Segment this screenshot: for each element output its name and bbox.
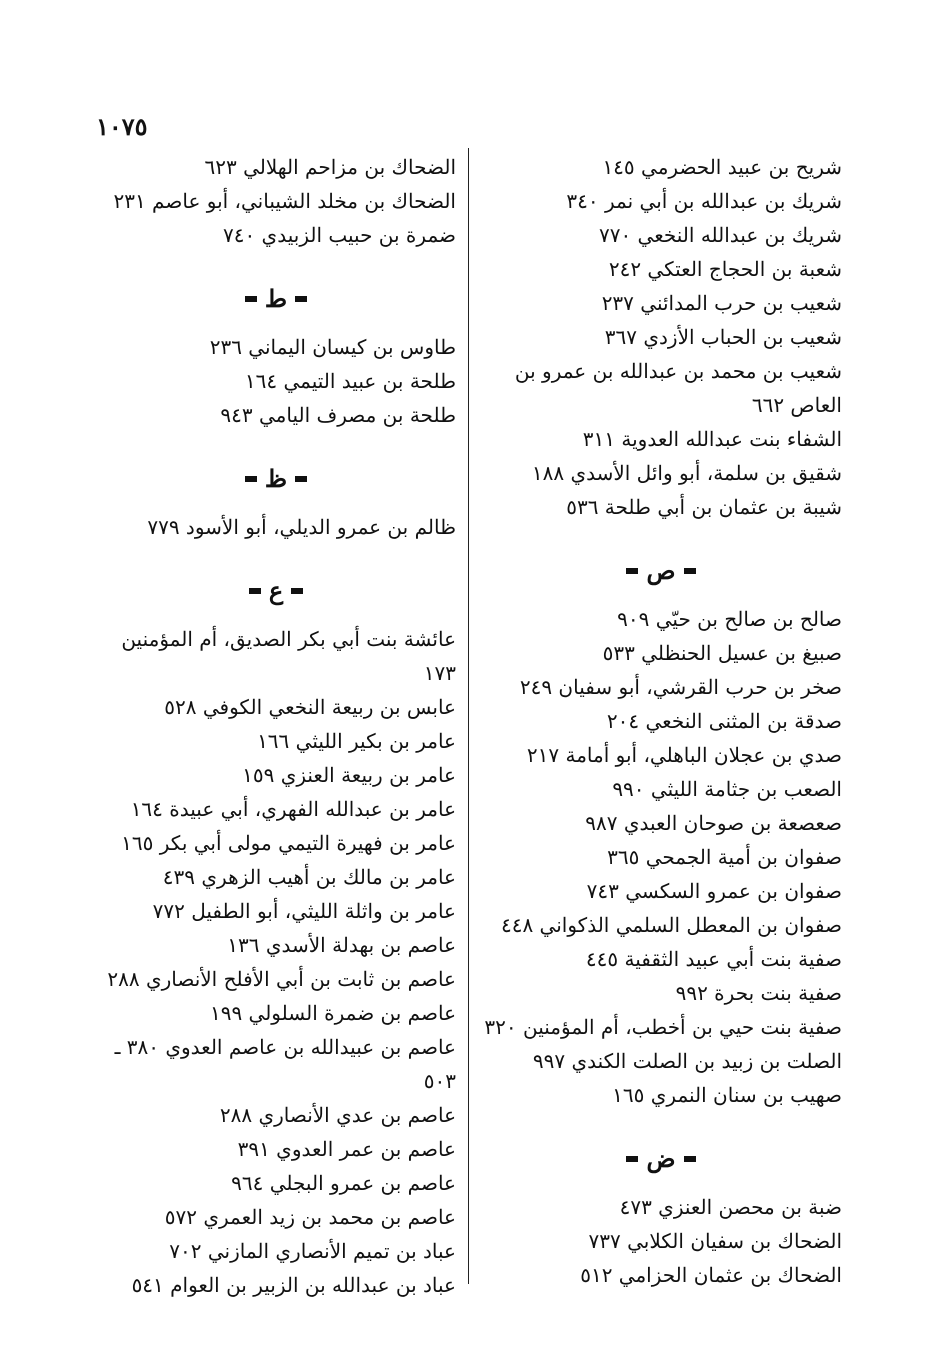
index-entry: عاصم بن عمر العدوي ٣٩١	[237, 1137, 456, 1161]
index-entry: الضحاك بن سفيان الكلابي ٧٣٧	[588, 1229, 842, 1253]
section-letter: ظ	[264, 463, 288, 493]
dash-mark	[626, 568, 638, 574]
entry-group-ta	[96, 330, 456, 432]
index-entry: طلحة بن عبيد التيمي ١٦٤	[244, 369, 456, 393]
index-entry: الضحاك بن مخلد الشيباني، أبو عاصم ٢٣١	[113, 189, 456, 213]
index-entry: شريك بن عبدالله النخعي ٧٧٠	[598, 223, 842, 247]
index-entry: شيبة بن عثمان بن أبي طلحة ٥٣٦	[566, 495, 842, 519]
dash-mark	[684, 568, 696, 574]
index-entry: عامر بن واثلة الليثي، أبو الطفيل ٧٧٢	[152, 899, 456, 923]
section-header-dad	[480, 1134, 842, 1180]
index-entry: صدقة بن المثنى النخعي ٢٠٤	[606, 709, 842, 733]
section-letter: ط	[264, 283, 288, 313]
index-entry: صهيب بن سنان النمري ١٦٥	[612, 1083, 842, 1107]
page-number: ١٠٧٥	[96, 112, 148, 141]
index-entry: عاصم بن عبيدالله بن عاصم العدوي ٣٨٠ ـ ٥٠٣	[114, 1035, 456, 1093]
section-header-sad	[480, 546, 842, 592]
index-entry: صفية بنت بحرة ٩٩٢	[675, 981, 842, 1005]
index-entry: صدي بن عجلان الباهلي، أبو أمامة ٢١٧	[526, 743, 842, 767]
index-entry: شريك بن عبدالله بن أبي نمر ٣٤٠	[566, 189, 842, 213]
index-entry: عاصم بن محمد بن زيد العمري ٥٧٢	[164, 1205, 456, 1229]
index-entry: الصعب بن جثامة الليثي ٩٩٠	[612, 777, 842, 801]
index-entry: الشفاء بنت عبدالله العدوية ٣١١	[582, 427, 842, 451]
index-entry: صبيغ بن عسيل الحنظلي ٥٣٣	[602, 641, 842, 665]
section-letter: ص	[646, 555, 676, 585]
dash-mark	[291, 588, 303, 594]
dash-mark	[295, 296, 307, 302]
dash-mark	[684, 1156, 696, 1162]
index-entry: صخر بن حرب القرشي، أبو سفيان ٢٤٩	[519, 675, 842, 699]
entry-group-za	[96, 510, 456, 544]
index-entry: عامر بن بكير الليثي ١٦٦	[257, 729, 456, 753]
index-entry: عابس بن ربيعة النخعي الكوفي ٥٢٨	[164, 695, 456, 719]
index-entry: عاصم بن بهدلة الأسدي ١٣٦	[227, 933, 456, 957]
index-entry: الضحاك بن عثمان الحزامي ٥١٢	[580, 1263, 842, 1287]
index-entry: الضحاك بن مزاحم الهلالي ٦٢٣	[204, 155, 456, 179]
index-entry: عاصم بن عمرو البجلي ٩٦٤	[231, 1171, 456, 1195]
index-entry: صفية بنت أبي عبيد الثقفية ٤٤٥	[585, 947, 842, 971]
dash-mark	[295, 476, 307, 482]
dash-mark	[249, 588, 261, 594]
section-letter: ض	[646, 1143, 676, 1173]
index-entry: عاصم بن ضمرة السلولي ١٩٩	[209, 1001, 456, 1025]
index-entry: عامر بن ربيعة العنزي ١٥٩	[242, 763, 456, 787]
entry-group-shin	[480, 150, 842, 524]
entry-group-dad	[480, 1190, 842, 1292]
index-entry: شعيب بن الحباب الأزدي ٣٦٧	[604, 325, 842, 349]
index-entry: عاصم بن عدي الأنصاري ٢٨٨	[219, 1103, 456, 1127]
section-header-ta	[96, 274, 456, 320]
index-entry: عائشة بنت أبي بكر الصديق، أم المؤمنين ١٧٣	[121, 627, 456, 685]
index-entry: صالح بن صالح بن حيّي ٩٠٩	[617, 607, 842, 631]
index-entry: ضبة بن محصن العنزي ٤٧٣	[619, 1195, 842, 1219]
index-entry: شريح بن عبيد الحضرمي ١٤٥	[602, 155, 842, 179]
index-entry: ضمرة بن حبيب الزبيدي ٧٤٠	[222, 223, 456, 247]
index-entry: صفوان بن أمية الجمحي ٣٦٥	[607, 845, 842, 869]
index-entry: عاصم بن ثابت بن أبي الأفلح الأنصاري ٢٨٨	[107, 967, 456, 991]
index-entry: عباد بن تميم الأنصاري المازني ٧٠٢	[169, 1239, 456, 1263]
section-letter: ع	[268, 575, 284, 605]
index-entry: صفوان بن المعطل السلمي الذكواني ٤٤٨	[500, 913, 842, 937]
index-entry: شعبة بن الحجاج العتكي ٢٤٢	[608, 257, 842, 281]
index-entry: شقيق بن سلمة، أبو وائل الأسدي ١٨٨	[531, 461, 842, 485]
index-entry: صعصعة بن صوحان العبدي ٩٨٧	[585, 811, 842, 835]
index-entry: طلحة بن مصرف اليامي ٩٤٣	[220, 403, 456, 427]
index-entry: شعيب بن حرب المدائني ٢٣٧	[601, 291, 842, 315]
index-entry: صفوان بن عمرو السكسي ٧٤٣	[586, 879, 842, 903]
dash-mark	[245, 476, 257, 482]
index-entry: عباد بن عبدالله بن الزبير بن العوام ٥٤١	[131, 1273, 456, 1297]
index-entry: صفية بنت حيي بن أخطب، أم المؤمنين ٣٢٠	[484, 1015, 842, 1039]
index-column-right	[480, 150, 842, 1292]
entry-group-sad	[480, 602, 842, 1112]
column-divider	[468, 148, 469, 1284]
index-entry: ظالم بن عمرو الديلي، أبو الأسود ٧٧٩	[147, 515, 456, 539]
index-entry: عامر بن فهيرة التيمي مولى أبي بكر ١٦٥	[121, 831, 456, 855]
index-entry: عامر بن عبدالله الفهري، أبي عبيدة ١٦٤	[130, 797, 456, 821]
entry-group-ain	[96, 622, 456, 1302]
index-entry: عامر بن مالك بن أهيب الزهري ٤٣٩	[162, 865, 456, 889]
section-header-za	[96, 454, 456, 500]
section-header-ain	[96, 566, 456, 612]
dash-mark	[245, 296, 257, 302]
index-entry: شعيب بن محمد بن عبدالله بن عمرو بن العاص ٦٦٢	[514, 359, 842, 417]
index-entry: طاوس بن كيسان اليماني ٢٣٦	[209, 335, 456, 359]
entry-group-dad-continued	[96, 150, 456, 252]
index-column-left	[96, 150, 456, 1302]
index-entry: الصلت بن زبيد بن الصلت الكندي ٩٩٧	[532, 1049, 842, 1073]
dash-mark	[626, 1156, 638, 1162]
